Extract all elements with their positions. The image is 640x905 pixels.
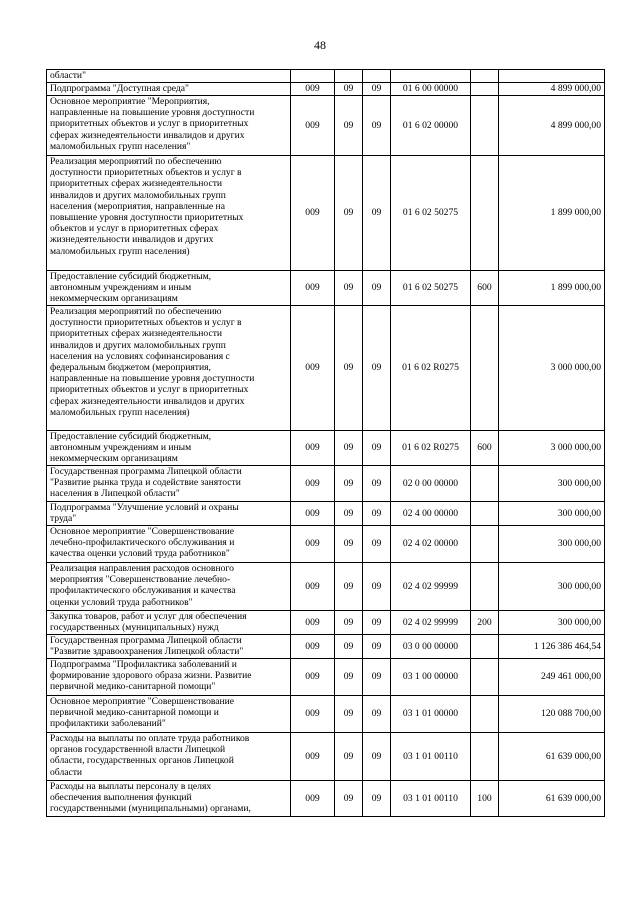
table-row: [47, 781, 605, 817]
section-code-cell: 09: [335, 96, 363, 156]
section-code-cell: 09: [335, 466, 363, 502]
ved-code-cell: 009: [291, 611, 335, 635]
table-row: [47, 466, 605, 502]
expense-type-cell: [471, 659, 499, 696]
amount-cell: 300 000,00: [499, 466, 605, 502]
table-row: [47, 271, 605, 306]
section-code-cell: 09: [335, 635, 363, 659]
amount-cell: 120 088 700,00: [499, 696, 605, 733]
row-name-cell: области": [47, 70, 291, 83]
subsection-code-cell: 09: [363, 466, 391, 502]
table-row: [47, 659, 605, 696]
row-name-cell: Расходы на выплаты по оплате труда работников органов государственной власти Липецкой области, государственных органов Липецкой области: [47, 733, 291, 781]
section-code-cell: 09: [335, 502, 363, 526]
ved-code-cell: 009: [291, 635, 335, 659]
subsection-code-cell: 09: [363, 431, 391, 466]
amount-cell: 1 899 000,00: [499, 271, 605, 306]
subsection-code-cell: 09: [363, 96, 391, 156]
expense-type-cell: [471, 526, 499, 563]
row-name-cell: Расходы на выплаты персоналу в целях обеспечения выполнения функций государственными (муниципальными) органами,: [47, 781, 291, 817]
ved-code-cell: 009: [291, 83, 335, 96]
ved-code-cell: 009: [291, 156, 335, 271]
subsection-code-cell: 09: [363, 306, 391, 431]
subsection-code-cell: 09: [363, 156, 391, 271]
subsection-code-cell: [363, 70, 391, 83]
amount-cell: 61 639 000,00: [499, 781, 605, 817]
target-article-cell: 01 6 02 R0275: [391, 431, 471, 466]
section-code-cell: 09: [335, 563, 363, 611]
amount-cell: 4 899 000,00: [499, 83, 605, 96]
subsection-code-cell: 09: [363, 563, 391, 611]
table-row: [47, 502, 605, 526]
target-article-cell: 03 1 00 00000: [391, 659, 471, 696]
table-row: [47, 156, 605, 271]
section-code-cell: 09: [335, 156, 363, 271]
ved-code-cell: 009: [291, 733, 335, 781]
table-row: [47, 635, 605, 659]
expense-type-cell: [471, 306, 499, 431]
subsection-code-cell: 09: [363, 271, 391, 306]
ved-code-cell: 009: [291, 781, 335, 817]
expense-type-cell: [471, 70, 499, 83]
row-name-cell: Реализация мероприятий по обеспечению доступности приоритетных объектов и услуг в приоритетных сферах жизнедеятельности инвалидов и других маломобильных групп населения на условиях софинансирования с федеральным бюджетом (мероприятия, направленные на повышение уровня доступности приоритетных объектов и услуг в приоритетных сферах жизнедеятельности инвалидов и других маломобильных групп населения): [47, 306, 291, 431]
expense-type-cell: 100: [471, 781, 499, 817]
subsection-code-cell: 09: [363, 696, 391, 733]
expense-type-cell: 600: [471, 431, 499, 466]
target-article-cell: 03 0 00 00000: [391, 635, 471, 659]
page-number: 48: [314, 38, 326, 52]
ved-code-cell: 009: [291, 659, 335, 696]
table-row: [47, 83, 605, 96]
table-row: [47, 611, 605, 635]
subsection-code-cell: 09: [363, 502, 391, 526]
row-name-cell: Предоставление субсидий бюджетным, автономным учреждениям и иным некоммерческим организациям: [47, 271, 291, 306]
row-name-cell: Основное мероприятие "Мероприятия, направленные на повышение уровня доступности приоритетных объектов и услуг в приоритетных сферах жизнедеятельности инвалидов и других маломобильных групп населения": [47, 96, 291, 156]
row-name-cell: Подпрограмма "Доступная среда": [47, 83, 291, 96]
target-article-cell: 02 0 00 00000: [391, 466, 471, 502]
amount-cell: 300 000,00: [499, 502, 605, 526]
amount-cell: 300 000,00: [499, 611, 605, 635]
expense-type-cell: [471, 635, 499, 659]
ved-code-cell: 009: [291, 96, 335, 156]
table-row: [47, 526, 605, 563]
row-name-cell: Подпрограмма "Профилактика заболеваний и формирование здорового образа жизни. Развитие первичной медико-санитарной помощи": [47, 659, 291, 696]
expense-type-cell: [471, 563, 499, 611]
row-name-cell: Закупка товаров, работ и услуг для обеспечения государственных (муниципальных) нужд: [47, 611, 291, 635]
table-body: [47, 70, 605, 817]
row-name-cell: Подпрограмма "Улучшение условий и охраны труда": [47, 502, 291, 526]
target-article-cell: 01 6 02 R0275: [391, 306, 471, 431]
section-code-cell: 09: [335, 696, 363, 733]
row-name-cell: Государственная программа Липецкой области "Развитие здравоохранения Липецкой области": [47, 635, 291, 659]
section-code-cell: 09: [335, 526, 363, 563]
target-article-cell: 02 4 02 99999: [391, 611, 471, 635]
target-article-cell: 01 6 02 50275: [391, 156, 471, 271]
section-code-cell: 09: [335, 659, 363, 696]
section-code-cell: 09: [335, 83, 363, 96]
table-row: [47, 70, 605, 83]
table-row: [47, 563, 605, 611]
expense-type-cell: [471, 96, 499, 156]
ved-code-cell: 009: [291, 563, 335, 611]
section-code-cell: [335, 70, 363, 83]
amount-cell: 3 000 000,00: [499, 306, 605, 431]
expense-type-cell: [471, 502, 499, 526]
expense-type-cell: 600: [471, 271, 499, 306]
table-row: [47, 96, 605, 156]
subsection-code-cell: 09: [363, 83, 391, 96]
ved-code-cell: 009: [291, 271, 335, 306]
expense-type-cell: [471, 83, 499, 96]
amount-cell: 300 000,00: [499, 526, 605, 563]
table-row: [47, 733, 605, 781]
subsection-code-cell: 09: [363, 611, 391, 635]
ved-code-cell: 009: [291, 466, 335, 502]
ved-code-cell: 009: [291, 306, 335, 431]
subsection-code-cell: 09: [363, 635, 391, 659]
expense-type-cell: [471, 733, 499, 781]
amount-cell: 3 000 000,00: [499, 431, 605, 466]
target-article-cell: 02 4 00 00000: [391, 502, 471, 526]
table-row: [47, 306, 605, 431]
expense-type-cell: [471, 466, 499, 502]
target-article-cell: 02 4 02 00000: [391, 526, 471, 563]
target-article-cell: 03 1 01 00110: [391, 781, 471, 817]
amount-cell: 4 899 000,00: [499, 96, 605, 156]
ved-code-cell: 009: [291, 502, 335, 526]
target-article-cell: 01 6 02 00000: [391, 96, 471, 156]
row-name-cell: Реализация направления расходов основного мероприятия "Совершенствование лечебно- профилактического обслуживания и качества оценки условий труда работников": [47, 563, 291, 611]
section-code-cell: 09: [335, 306, 363, 431]
row-name-cell: Реализация мероприятий по обеспечению доступности приоритетных объектов и услуг в приоритетных сферах жизнедеятельности инвалидов и других маломобильных групп населения (мероприятия, направленные на повышение уровня доступности приоритетных объектов и услуг в приоритетных сферах жизнедеятельности инвалидов и других маломобильных групп населения): [47, 156, 291, 271]
target-article-cell: [391, 70, 471, 83]
subsection-code-cell: 09: [363, 526, 391, 563]
amount-cell: 249 461 000,00: [499, 659, 605, 696]
amount-cell: [499, 70, 605, 83]
expense-type-cell: [471, 696, 499, 733]
ved-code-cell: 009: [291, 431, 335, 466]
target-article-cell: 01 6 00 00000: [391, 83, 471, 96]
subsection-code-cell: 09: [363, 659, 391, 696]
amount-cell: 61 639 000,00: [499, 733, 605, 781]
table-row: [47, 431, 605, 466]
section-code-cell: 09: [335, 611, 363, 635]
subsection-code-cell: 09: [363, 781, 391, 817]
budget-table: [46, 69, 605, 817]
target-article-cell: 03 1 01 00000: [391, 696, 471, 733]
section-code-cell: 09: [335, 781, 363, 817]
table-row: [47, 696, 605, 733]
section-code-cell: 09: [335, 271, 363, 306]
row-name-cell: Предоставление субсидий бюджетным, автономным учреждениям и иным некоммерческим организациям: [47, 431, 291, 466]
row-name-cell: Основное мероприятие "Совершенствование лечебно-профилактического обслуживания и качества оценки условий труда работников": [47, 526, 291, 563]
row-name-cell: Государственная программа Липецкой области "Развитие рынка труда и содействие занятости населения в Липецкой области": [47, 466, 291, 502]
row-name-cell: Основное мероприятие "Совершенствование первичной медико-санитарной помощи и профилактики заболеваний": [47, 696, 291, 733]
ved-code-cell: [291, 70, 335, 83]
section-code-cell: 09: [335, 431, 363, 466]
target-article-cell: 03 1 01 00110: [391, 733, 471, 781]
target-article-cell: 01 6 02 50275: [391, 271, 471, 306]
ved-code-cell: 009: [291, 526, 335, 563]
expense-type-cell: [471, 156, 499, 271]
ved-code-cell: 009: [291, 696, 335, 733]
expense-type-cell: 200: [471, 611, 499, 635]
subsection-code-cell: 09: [363, 733, 391, 781]
section-code-cell: 09: [335, 733, 363, 781]
amount-cell: 1 126 386 464,54: [499, 635, 605, 659]
amount-cell: 1 899 000,00: [499, 156, 605, 271]
target-article-cell: 02 4 02 99999: [391, 563, 471, 611]
amount-cell: 300 000,00: [499, 563, 605, 611]
